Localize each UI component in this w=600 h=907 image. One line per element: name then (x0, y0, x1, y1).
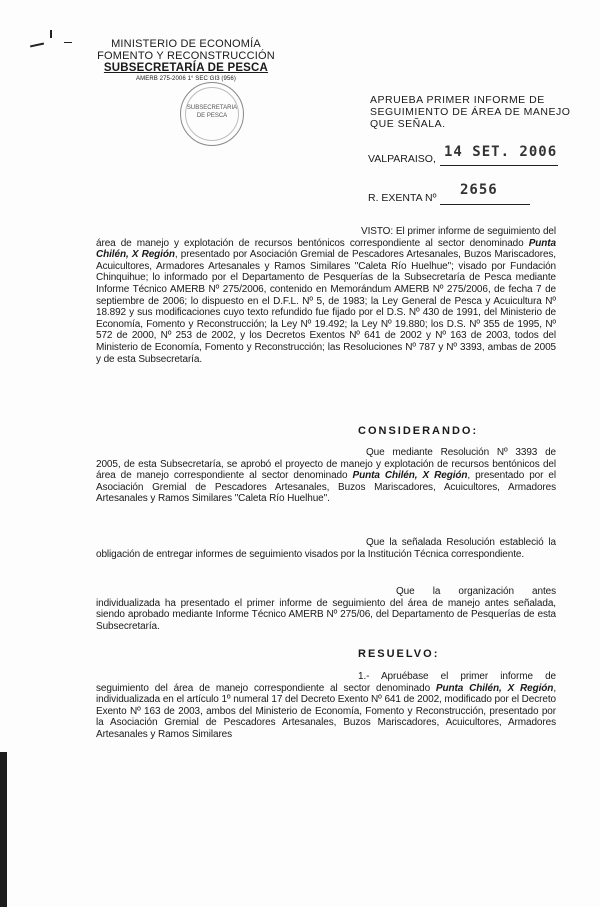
exenta-underline (440, 204, 530, 205)
place-label: VALPARAISO, (368, 153, 436, 165)
considerando-paragraph-3: Que la organización antes individualizada ha presentado el primer informe de seguimiento del área de manejo antes señalada, siendo aprobado mediante Informe Técnico AMERB Nº 275/06, del Departamento de Pesquerías de esta Subsecretaría. (96, 586, 556, 632)
exenta-label: R. EXENTA Nº (368, 192, 437, 204)
resuelvo-paragraph-1 (96, 671, 556, 741)
ministry-name-line2: FOMENTO Y RECONSTRUCCIÓN (97, 50, 275, 62)
resuelvo-p1-place: Punta Chilén, X Región (435, 682, 554, 694)
ministry-name-line1: MINISTERIO DE ECONOMÍA (111, 38, 261, 50)
considerando-p1-text-a: Que mediante Resolución Nº 3393 de 2005, de esta Subsecretaría, se aprobó el proyecto de manejo y explotación de recursos bentónicos del área de manejo correspondiente al sector denominado (96, 447, 556, 482)
visto-lead: VISTO: (361, 226, 394, 237)
visto-text-a: El primer informe de seguimiento del área de manejo y explotación de recursos bentónicos correspondiente al sector denominado (96, 226, 556, 249)
considerando-paragraph-1 (96, 447, 556, 505)
official-stamp (180, 82, 244, 146)
scan-binding-edge (0, 752, 7, 907)
exenta-number: 2656 (460, 182, 498, 198)
scan-mark (30, 43, 44, 47)
considerando-paragraph-2: Que la señalada Resolución estableció la obligación de entregar informes de seguimiento visados por la Institución Técnica correspondiente. (96, 537, 556, 560)
resuelvo-p1-text-a: 1.- Apruébase el primer informe de seguimiento del área de manejo correspondiente al sector denominado (96, 671, 556, 694)
title-line1: APRUEBA PRIMER INFORME DE (370, 94, 545, 106)
date-underline (440, 165, 558, 166)
stamp-text-line1: SUBSECRETARIA (186, 105, 238, 111)
title-line3: QUE SEÑALA. (370, 118, 446, 130)
visto-place: Punta Chilén, X Región (96, 237, 556, 261)
considerando-heading: CONSIDERANDO: (358, 425, 479, 437)
resuelvo-p1-text-b: , individualizada en el artículo 1º numeral 17 del Decreto Exento Nº 641 de 2002, modificado por el Decreto Exento Nº 163 de 2003, ambos del Ministerio de Economía, Fomento y Reconstrucción, presentado por la Asociación Gremial de Pescadores Artesanales, Buzos Mariscadores, Acuicultores, Armadores Artesanales y Ramos Similares (96, 682, 556, 740)
scan-mark (50, 30, 52, 38)
subsecretaria-name: SUBSECRETARÍA DE PESCA (103, 62, 269, 74)
document-reference: AMERB 275-2006 1° SEC GI3 (956) (136, 76, 236, 82)
visto-text-b: , presentado por Asociación Gremial de Pescadores Artesanales, Buzos Mariscadores, Acuicultores, Armadores Artesanales y Ramos Similares "Caleta Río Huelhue"; visado por Fundación Chinquihue; lo informado por el Departamento de Pesquerías de la Subsecretaría de Pesca mediante Informe Técnico AMERB Nº 275/2006, contenido en Memorándum AMERB Nº 275/2006, de fecha 7 de septiembre de 2006; lo dispuesto en el D.F.L. Nº 5, de 1983; la Ley General de Pesca y Acuicultura Nº 18.892 y sus modificaciones cuyo texto refundido fue fijado por el D.S. Nº 430 de 1991, del Ministerio de Economía, Fomento y Reconstrucción; la Ley Nº 19.492; la Ley Nº 19.880; los D.S. Nº 355 de 1995, Nº 572 de 2000, Nº 253 de 2002, y los Decretos Exentos Nº 641 de 2002 y Nº 163 de 2003, todos del Ministerio de Economía, Fomento y Reconstrucción; las Resoluciones Nº 787 y Nº 3393, ambas de 2005 y de esta Subsecretaría. (96, 249, 556, 365)
resuelvo-heading: RESUELVO: (358, 648, 440, 660)
scan-mark (64, 42, 72, 43)
date-stamp: 14 SET. 2006 (444, 144, 558, 160)
title-line2: SEGUIMIENTO DE ÁREA DE MANEJO (370, 106, 571, 118)
considerando-p1-text-b: , presentado por el Asociación Gremial de Pescadores Artesanales, Buzos Mariscadores, Acuicultores, Armadores Artesanales y Ramos Similares "Caleta Río Huelhue". (96, 470, 556, 505)
visto-paragraph (96, 226, 556, 365)
considerando-p1-place: Punta Chilén, X Región (352, 470, 468, 482)
stamp-text-line2: DE PESCA (196, 113, 228, 119)
